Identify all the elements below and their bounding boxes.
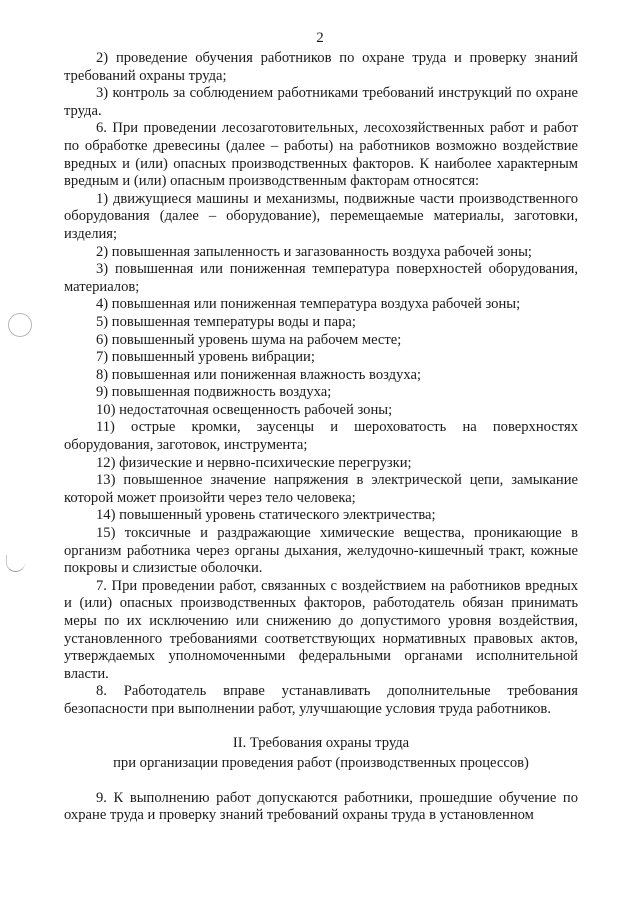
- list-item: 8) повышенная или пониженная влажность воздуха;: [96, 366, 422, 383]
- paragraph: 9. К выполнению работ допускаются работники, прошедшие обучение по охране труда и проверку знаний требований охраны труда в установленном: [64, 789, 578, 824]
- punch-hole-mark: [8, 313, 32, 337]
- list-item: 3) повышенная или пониженная температура поверхностей оборудования, материалов;: [64, 261, 578, 295]
- list-item: 13) повышенное значение напряжения в электрической цепи, замыкание которой может произойти через тело человека;: [64, 472, 578, 506]
- paragraph: 7. При проведении работ, связанных с воздействием на работников вредных и (или) опасных производственных факторов, работодатель обязан принимать меры по их исключению или снижению до допустимого уровня воздействия, установленного требованиями соответствующих нормативных правовых актов, утверждаемых уполномоченными федеральными органами исполнительной власти.: [64, 577, 578, 682]
- list-item: 4) повышенная или пониженная температура воздуха рабочей зоны;: [96, 296, 521, 313]
- paragraph: 8. Работодатель вправе устанавливать дополнительные требования безопасности при выполнении работ, улучшающие условия труда работников.: [64, 683, 578, 717]
- paragraph: 2) проведение обучения работников по охране труда и проверку знаний требований охраны труда;: [64, 50, 578, 84]
- section-heading: [64, 733, 578, 773]
- list-item: 15) токсичные и раздражающие химические вещества, проникающие в организм работника через органы дыхания, желудочно-кишечный тракт, кожные покровы и слизистые оболочки.: [64, 525, 578, 577]
- document-body: [64, 50, 578, 825]
- list-item: 2) повышенная запыленность и загазованность воздуха рабочей зоны;: [96, 243, 532, 260]
- page-number: 2: [316, 30, 324, 46]
- list-item: 6) повышенный уровень шума на рабочем месте;: [96, 331, 402, 348]
- list-item: 11) острые кромки, заусенцы и шероховатость на поверхностях оборудования, заготовок, инструмента;: [64, 419, 578, 454]
- list-item: 7) повышенный уровень вибрации;: [96, 349, 315, 366]
- list-item: 9) повышенная подвижность воздуха;: [96, 384, 332, 401]
- punch-arc-mark: [6, 555, 25, 572]
- list-item: 14) повышенный уровень статического электричества;: [96, 507, 436, 524]
- list-item: 1) движущиеся машины и механизмы, подвижные части производственного оборудования (далее – оборудование), перемещаемые материалы, заготовки, изделия;: [64, 190, 578, 242]
- section-heading-subtitle: при организации проведения работ (производственных процессов): [113, 754, 529, 771]
- list-item: 10) недостаточная освещенность рабочей зоны;: [96, 401, 393, 418]
- section-heading-title: II. Требования охраны труда: [232, 734, 410, 751]
- list-item: 12) физические и нервно-психические перегрузки;: [96, 454, 412, 471]
- paragraph: 3) контроль за соблюдением работниками требований инструкций по охране труда.: [64, 85, 578, 119]
- paragraph: 6. При проведении лесозаготовительных, лесохозяйственных работ и работ по обработке древесины (далее – работы) на работников возможно воздействие вредных и (или) опасных производственных факторов. К наиболее характерным вредным и (или) опасным производственным факторам относятся:: [64, 120, 578, 190]
- list-item: 5) повышенная температуры воды и пара;: [96, 313, 356, 330]
